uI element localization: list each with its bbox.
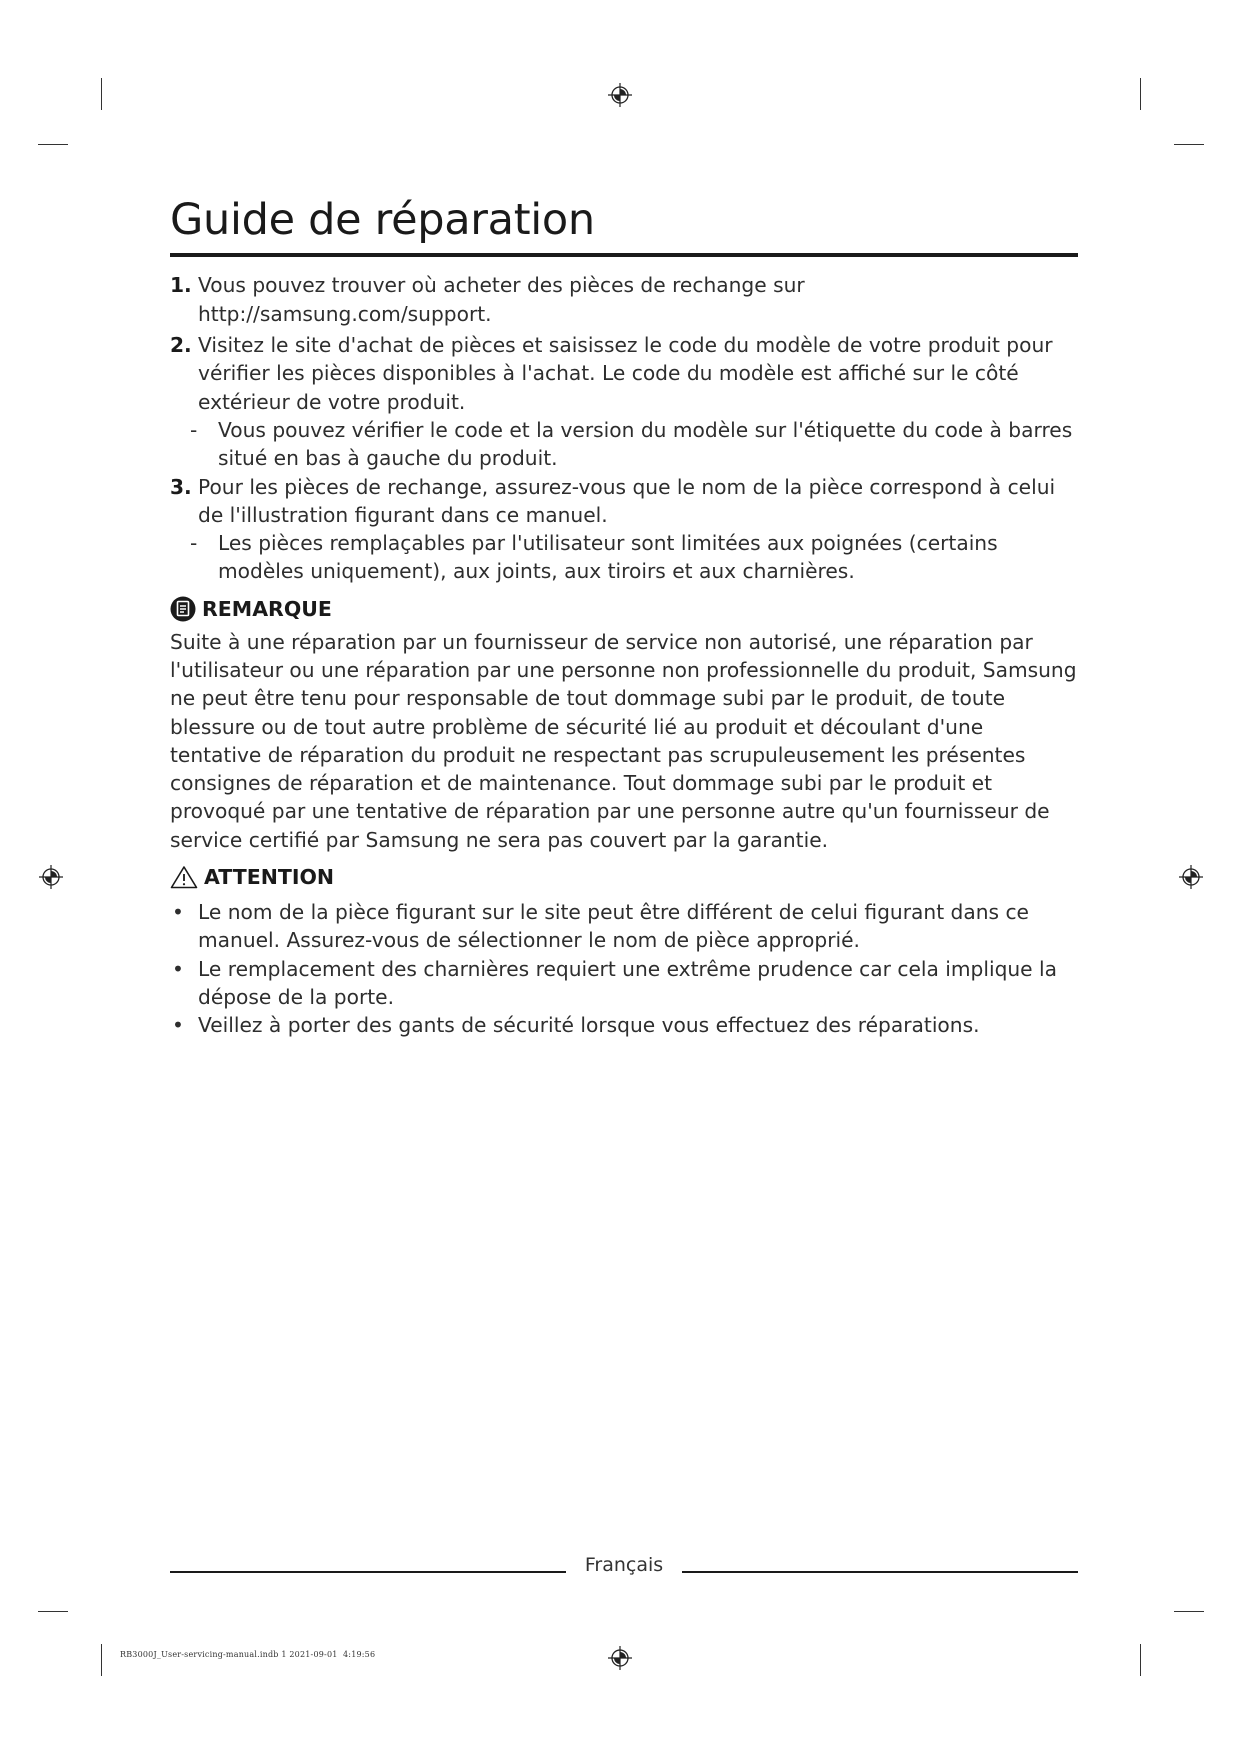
bullet-text: Le remplacement des charnières requiert une extrême prudence car cela implique la dépose de la porte. [198,956,1057,1009]
note-text: Suite à une réparation par un fournisseur de service non autorisé, une réparation par l'utilisateur ou une réparation par une personne non professionnelle du produit, Samsung ne peut être tenu pour responsable de tout dommage subi par le produit, de toute blessure ou de tout autre problème de sécurité lié au produit et découlant d'une tentative de réparation du produit ne respectant pas scrupuleusement les présentes consignes de réparation et de maintenance. Tout dommage subi par le produit et provoqué par une tentative de réparation par une personne autre qu'un fournisseur de service certifié par Samsung ne sera pas couvert par la garantie. [170,629,1077,852]
registration-mark-icon [608,83,632,107]
bullet-marker: • [172,900,184,925]
page-title: Guide de réparation [170,195,595,245]
sub-list-item [190,529,1078,586]
note-icon [170,596,196,622]
attention-heading-label: ATTENTION [204,865,335,890]
list-item [170,898,1078,955]
list-item [170,473,1078,530]
item-text: Pour les pièces de rechange, assurez-vous que le nom de la pièce correspond à celui de l'illustration figurant dans ce manuel. [198,474,1056,527]
note-heading [170,594,1078,624]
bullet-marker: • [172,956,184,981]
instructions-list [170,271,1078,1039]
registration-mark-icon [39,865,63,889]
crop-mark-top-left-vertical [101,78,102,110]
crop-mark-top-right-vertical [1140,78,1141,110]
list-item [170,331,1078,416]
title-rule [170,253,1078,257]
list-item [170,1011,1078,1039]
dash-marker: - [190,531,198,556]
registration-mark-icon [608,1646,632,1670]
footer-language: Français [584,1554,664,1576]
item-number: 3. [170,474,192,499]
bullet-text: Veillez à porter des gants de sécurité lorsque vous effectuez des réparations. [198,1013,980,1038]
list-item [170,955,1078,1012]
sub-list-item [190,416,1078,473]
dash-marker: - [190,417,198,442]
item-text: Visitez le site d'achat de pièces et saisissez le code du modèle de votre produit pour vérifier les pièces disponibles à l'achat. Le code du modèle est affiché sur le côté extérieur de votre produit. [198,333,1053,414]
sub-item-text: Les pièces remplaçables par l'utilisateur sont limitées aux poignées (certains modèles uniquement), aux joints, aux tiroirs et aux charnières. [218,531,998,584]
page-content [170,196,1078,1040]
attention-heading [170,862,1078,892]
crop-mark-top-right-horizontal [1174,144,1204,145]
sub-item-text: Vous pouvez vérifier le code et la version du modèle sur l'étiquette du code à barres situé en bas à gauche du produit. [218,417,1073,471]
footer-rule-right [682,1571,1078,1573]
crop-mark-top-left-horizontal [38,144,68,145]
list-item [170,271,1078,328]
bullet-marker: • [172,1013,184,1038]
registration-mark-icon [1179,865,1203,889]
print-slug: RB3000J_User-servicing-manual.indb 1 2021-09-01 ￼￼ 4:19:56 [120,1650,376,1659]
bullet-text: Le nom de la pièce figurant sur le site peut être différent de celui figurant dans ce manuel. Assurez-vous de sélectionner le nom de pièce approprié. [198,900,1029,953]
crop-mark-bottom-left-vertical [101,1644,102,1676]
attention-list [170,898,1078,1039]
crop-mark-bottom-left-horizontal [38,1611,68,1612]
page-footer [170,1554,1078,1584]
note-heading-label: REMARQUE [202,596,332,621]
warning-triangle-icon [170,865,198,889]
crop-mark-bottom-right-vertical [1140,1644,1141,1676]
crop-mark-bottom-right-horizontal [1174,1611,1204,1612]
item-number: 2. [170,333,192,358]
item-number: 1. [170,273,192,298]
item-text: Vous pouvez trouver où acheter des pièces de rechange sur http://samsung.com/support. [198,273,805,326]
